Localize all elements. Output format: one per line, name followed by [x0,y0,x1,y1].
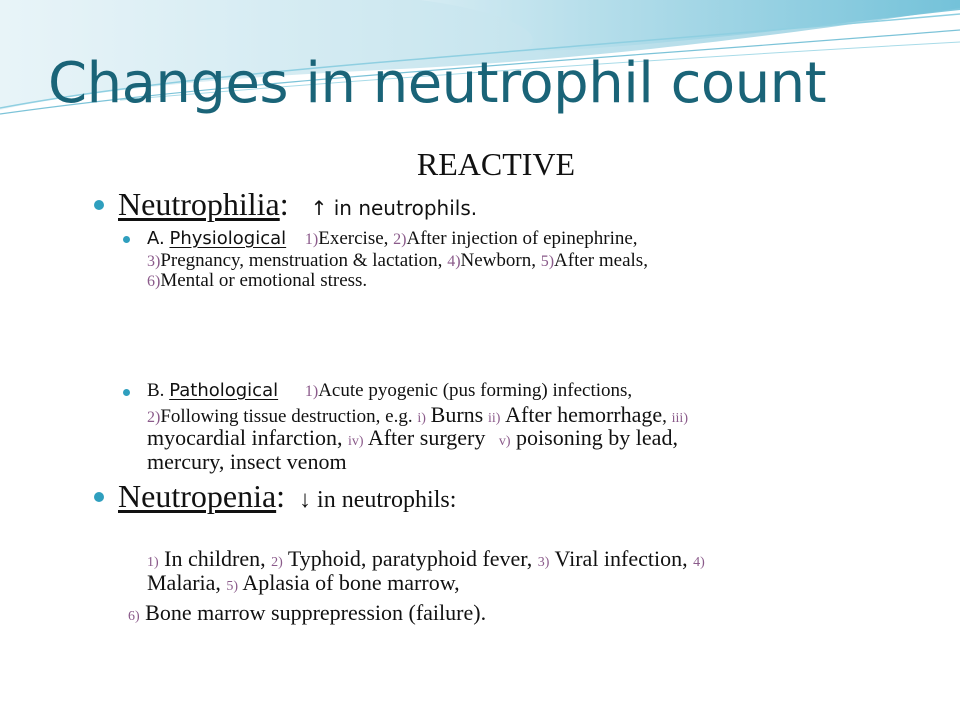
pathological-item: After hemorrhage [505,402,663,427]
neutropenia-term: Neutropenia [118,478,277,514]
physiological-item: After injection of epinephrine, [406,228,638,249]
item-number: 2) [393,231,407,248]
physiological-item: After meals, [554,250,648,271]
item-number: 3) [537,555,550,570]
pathological-item: Following tissue destruction, e.g. [160,406,418,427]
physiological-item: Mental or emotional stress. [160,270,368,291]
neutropenia-line-3 [128,600,486,630]
pathological-item: Acute pyogenic (pus forming) infections, [318,380,633,401]
neutrophilia-line [118,186,477,226]
item-number: iv) [347,434,364,449]
neutrophilia-description: ↑ in neutrophils. [310,196,478,220]
item-number: 6) [147,273,161,290]
item-number: 3) [147,253,161,270]
item-number: 4) [447,253,461,270]
physiological-label: Physiological [169,228,287,249]
bullet-icon [123,236,130,243]
item-number: 1) [304,383,319,400]
pathological-line-4 [147,450,347,474]
pathological-prefix: B. [147,380,165,401]
pathological-line-1 [147,380,632,403]
neutropenia-line [118,478,456,518]
pathological-item: myocardial infarction, [147,425,348,450]
neutropenia-colon: : [276,478,286,514]
physiological-item: Newborn, [460,250,541,271]
physiological-item: Exercise, [318,228,394,249]
item-number: 1) [147,555,159,570]
neutropenia-item: Bone marrow supprepression (failure). [145,600,487,625]
neutrophilia-colon: : [279,186,289,222]
neutrophilia-term: Neutrophilia [118,186,280,222]
item-number: 2) [271,555,283,570]
neutropenia-item: Aplasia of bone marrow, [242,570,460,595]
neutropenia-line-2 [147,571,460,599]
neutropenia-item: Typhoid, paratyphoid fever, [287,546,538,571]
physiological-line-1 [147,228,638,251]
physiological-item: Pregnancy, menstruation & lactation, [160,250,448,271]
item-number: 6) [128,609,140,624]
section-heading: REACTIVE [416,146,576,182]
item-number: 1) [304,231,319,248]
item-number: 5) [540,253,555,270]
physiological-line-3 [147,270,367,293]
item-number: iii) [671,411,688,426]
neutropenia-description: ↓ in neutrophils: [299,487,457,513]
item-number: 4) [693,555,705,570]
neutropenia-item: Malaria, [147,570,227,595]
physiological-prefix: A. [147,228,165,249]
pathological-item: poisoning by lead, [516,425,678,450]
bullet-icon [94,200,104,210]
pathological-item: mercury, insect venom [147,449,347,474]
pathological-item: Burns [430,402,484,427]
slide-title: Changes in neutrophil count [48,51,827,116]
item-number: ii) [487,411,501,426]
pathological-comma: , [662,406,667,427]
item-number: 5) [226,579,239,594]
neutropenia-item: In children, [164,546,272,571]
neutropenia-item: Viral infection, [554,546,694,571]
item-number: v) [498,434,511,449]
pathological-item: After surgery [367,425,486,450]
pathological-label: Pathological [169,380,279,401]
bullet-icon [123,389,130,396]
item-number: 2) [147,409,161,426]
bullet-icon [94,492,104,502]
item-number: i) [417,411,426,426]
